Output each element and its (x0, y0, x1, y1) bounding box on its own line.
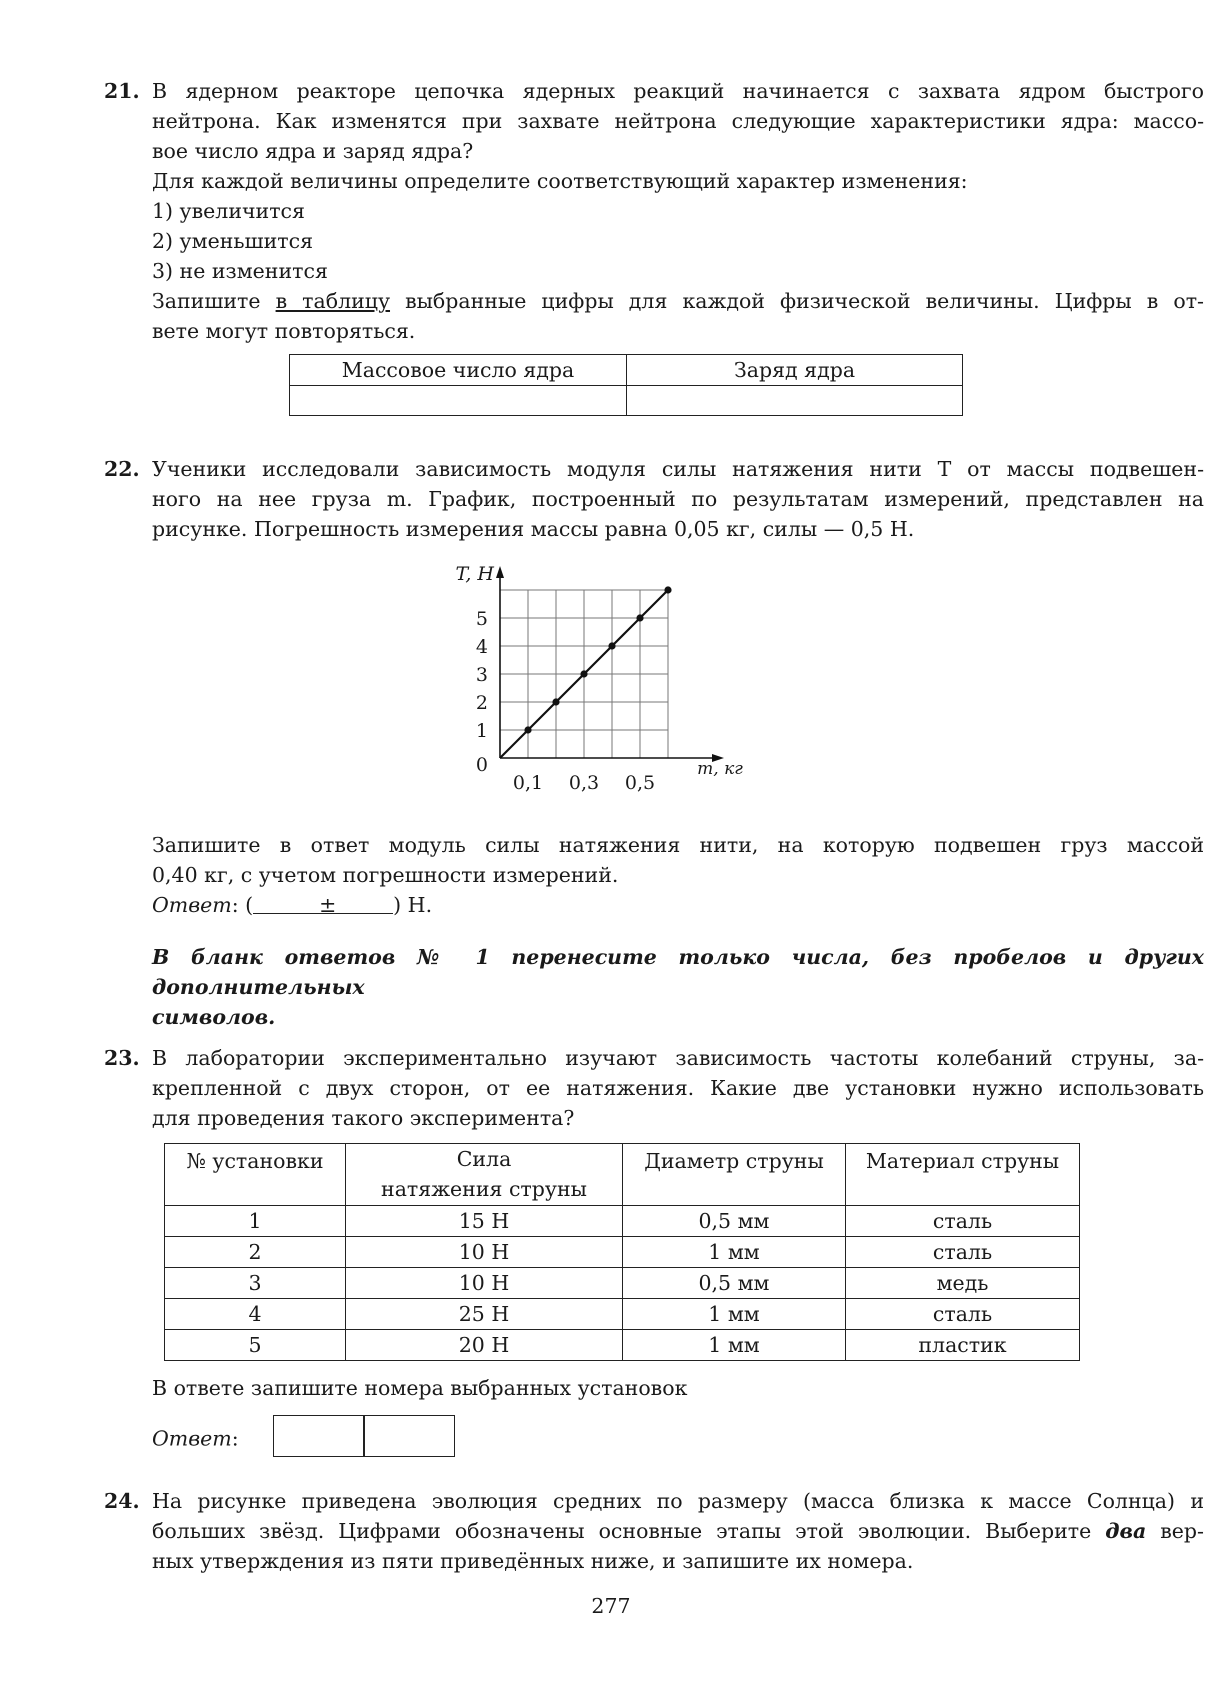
question-text: Запишите в ответ модуль силы натяжения нити, на которую подвешен груз массой (152, 833, 1204, 857)
answer-line-23 (152, 1415, 1204, 1465)
task-text: крепленной с двух сторон, от ее натяжения. Какие две установки нужно использовать (152, 1076, 1204, 1100)
task-24 (104, 1486, 1204, 1576)
table-row (165, 1330, 1080, 1361)
task-text: ных утверждения из пяти приведённых ниже, и запишите их номера. (152, 1549, 914, 1573)
answer-box-1[interactable] (273, 1415, 365, 1457)
answer-label: Ответ (152, 1426, 232, 1451)
answer-label: Ответ (152, 893, 232, 917)
task-22 (104, 454, 1204, 544)
table-row (165, 1237, 1080, 1268)
task-number: 23. (104, 1046, 140, 1070)
task-number: 21. (104, 79, 140, 103)
option-item: 3) не изменится (152, 259, 328, 283)
header-line: натяжения струны (381, 1177, 587, 1201)
write-instruction (152, 286, 1204, 316)
task-text: ного на нее груза m. График, построенный по результатам измерений, представлен на (152, 487, 1204, 511)
text-span: вер- (1146, 1519, 1204, 1543)
task-text: На рисунке приведена эволюция средних по размеру (масса близка к массе Солнца) и (152, 1489, 1204, 1513)
header-line: Сила (456, 1147, 512, 1171)
table-header: Массовое число ядра (290, 355, 627, 386)
table-cell: медь (846, 1268, 1080, 1299)
table-cell: 25 Н (346, 1299, 623, 1330)
instruction-note: В бланк ответов № 1 перенесите только числа, без пробелов и других дополнительных (152, 945, 1204, 999)
option-item: 1) увеличится (152, 199, 305, 223)
task-text: нейтрона. Как изменятся при захвате нейтрона следующие характеристики ядра: массо- (152, 109, 1204, 133)
y-tick-label: 1 (475, 720, 488, 742)
x-tick-label: 0,5 (624, 772, 656, 794)
table-cell: 10 Н (346, 1268, 623, 1299)
table-header: № установки (165, 1144, 346, 1206)
answer-box-2[interactable] (363, 1415, 455, 1457)
table-header: Диаметр струны (623, 1144, 846, 1206)
task-text: вое число ядра и заряд ядра? (152, 139, 474, 163)
table-cell: 20 Н (346, 1330, 623, 1361)
text-span: Запишите (152, 289, 276, 313)
graph-series (500, 586, 672, 758)
table-row (165, 1299, 1080, 1330)
answer-colon: : (231, 1426, 239, 1451)
answer-line-22: Ответ: ( ± ) Н. (152, 893, 433, 917)
task-text: В лаборатории экспериментально изучают зависимость частоты колебаний струны, за- (152, 1046, 1204, 1070)
underlined-text: в таблицу (275, 289, 391, 313)
data-point (580, 670, 587, 677)
answer-cell[interactable] (627, 386, 963, 416)
table-cell: 15 Н (346, 1206, 623, 1237)
task-text: для проведения такого эксперимента? (152, 1106, 575, 1130)
table-row (165, 1206, 1080, 1237)
y-tick-label: 3 (475, 664, 488, 686)
task-22-question (104, 830, 1204, 1032)
table-cell: 5 (165, 1330, 346, 1361)
origin-label: 0 (475, 754, 488, 776)
table-cell: 0,5 мм (623, 1206, 846, 1237)
x-tick-label: 0,3 (568, 772, 600, 794)
data-point (552, 698, 559, 705)
answer-colon: : ( (231, 893, 254, 917)
write-instruction-cont: вете могут повторяться. (152, 319, 416, 343)
data-point (664, 586, 671, 593)
answer-table-21 (289, 354, 963, 416)
data-point (524, 726, 531, 733)
table-cell: 4 (165, 1299, 346, 1330)
y-axis-arrow (496, 566, 504, 578)
table-cell: 10 Н (346, 1237, 623, 1268)
task-23 (104, 1043, 1204, 1465)
answer-error-blank[interactable] (323, 893, 393, 914)
table-cell: 1 (165, 1206, 346, 1237)
x-axis-label: m, кг (697, 759, 743, 779)
text-span: больших звёзд. Цифрами обозначены основные этапы этой эволюции. Выберите (152, 1519, 1106, 1543)
table-cell: 1 мм (623, 1299, 846, 1330)
task-text: В ядерном реакторе цепочка ядерных реакций начинается с захвата ядром быстрого (152, 79, 1204, 103)
instruction-note: символов. (152, 1005, 276, 1029)
task-21 (104, 76, 1204, 416)
task-text: рисунке. Погрешность измерения массы равна 0,05 кг, силы — 0,5 Н. (152, 517, 915, 541)
table-cell: 2 (165, 1237, 346, 1268)
table-cell: сталь (846, 1299, 1080, 1330)
table-cell: сталь (846, 1237, 1080, 1268)
table-row (165, 1268, 1080, 1299)
table-header: Материал струны (846, 1144, 1080, 1206)
answer-cell[interactable] (290, 386, 627, 416)
table-cell: 1 мм (623, 1330, 846, 1361)
table-cell: пластик (846, 1330, 1080, 1361)
task-text: Ученики исследовали зависимость модуля силы натяжения нити T от массы подвешен- (152, 457, 1204, 481)
y-tick-label: 4 (475, 636, 488, 658)
y-tick-label: 5 (475, 608, 488, 630)
text-span: выбранные цифры для каждой физической величины. Цифры в от- (390, 289, 1204, 313)
emphasis-text: два (1105, 1519, 1147, 1543)
question-text: 0,40 кг, с учетом погрешности измерений. (152, 863, 619, 887)
instruction-text: Для каждой величины определите соответствующий характер изменения: (152, 169, 968, 193)
setups-table (164, 1143, 1080, 1361)
table-header (346, 1144, 623, 1206)
graph-tick-labels (455, 563, 743, 794)
y-axis-label: T, Н (455, 563, 494, 585)
task-text (152, 1516, 1204, 1546)
page-number: 277 (591, 1594, 631, 1618)
data-point (608, 642, 615, 649)
x-tick-label: 0,1 (512, 772, 544, 794)
option-item: 2) уменьшится (152, 229, 313, 253)
table-cell: 1 мм (623, 1237, 846, 1268)
table-cell: 0,5 мм (623, 1268, 846, 1299)
tension-mass-graph (455, 555, 830, 815)
data-point (636, 614, 643, 621)
answer-instruction: В ответе запишите номера выбранных установок (152, 1376, 688, 1400)
table-cell: 3 (165, 1268, 346, 1299)
answer-value-blank[interactable] (253, 893, 323, 914)
answer-unit: ) Н. (393, 893, 433, 917)
y-tick-label: 2 (475, 692, 488, 714)
table-header: Заряд ядра (627, 355, 963, 386)
task-number: 24. (104, 1489, 140, 1513)
answer-boxes (273, 1415, 454, 1465)
table-cell: сталь (846, 1206, 1080, 1237)
task-number: 22. (104, 457, 140, 481)
